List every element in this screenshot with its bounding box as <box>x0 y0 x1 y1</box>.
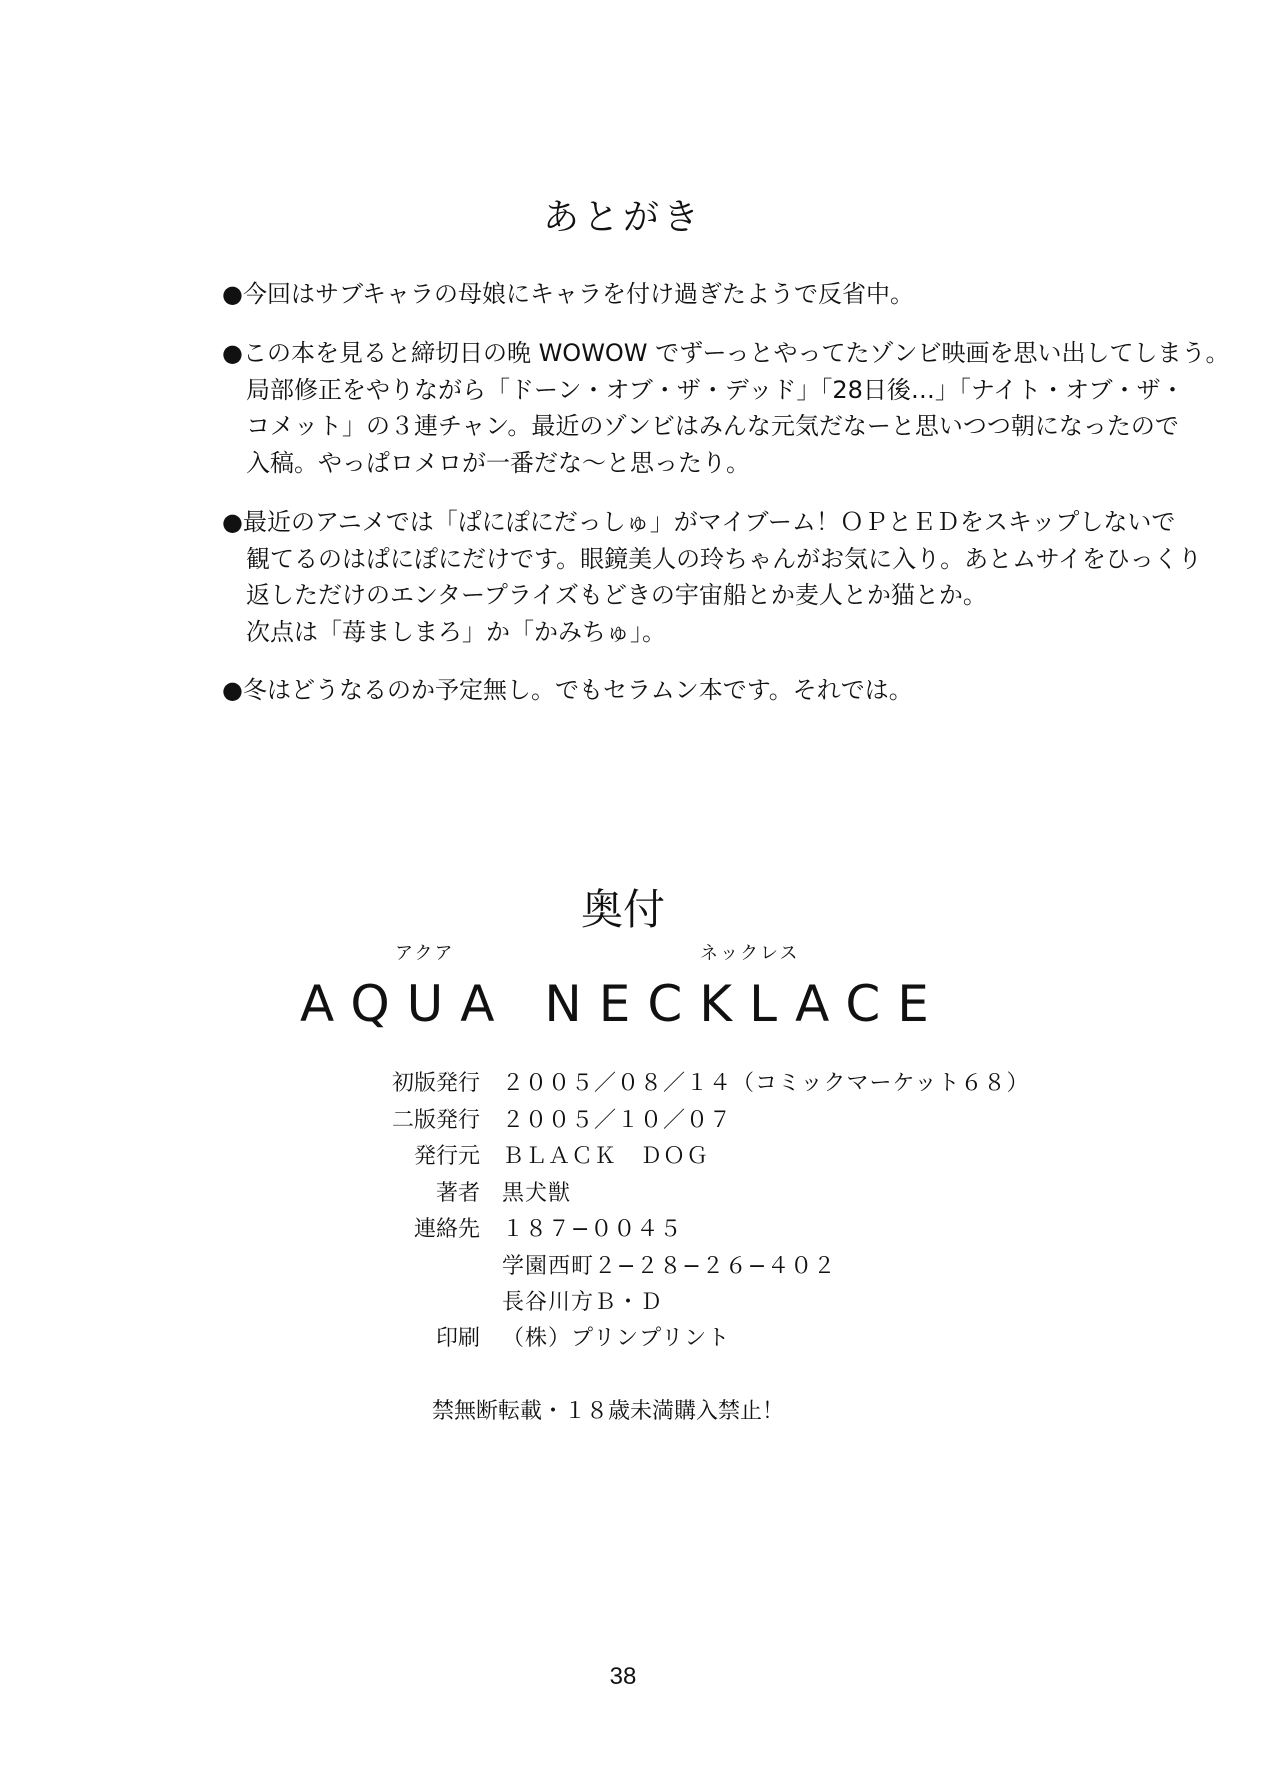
row-value: ＢＬＡＣＫ ＤＯＧ <box>502 1144 710 1169</box>
row-label: 著者 <box>435 1181 480 1206</box>
row-value: １８７−００４５ <box>502 1217 683 1242</box>
ruby-necklace: ネックレス <box>700 943 800 964</box>
colophon-title: 奥付 <box>580 885 665 934</box>
text-line: ●最近のアニメでは「ぱにぽにだっしゅ」がマイブーム！ＯＰとＥＤをスキップしないで <box>222 508 1176 536</box>
text-line: ●冬はどうなるのか予定無し。でもセラムン本です。それでは。 <box>222 676 913 704</box>
colophon-row <box>300 1179 572 1213</box>
text-line: ●この本を見ると締切日の晩 WOWOW でずーっとやってたゾンビ映画を思い出してしまう。 <box>222 339 1230 367</box>
row-value: （株）プリンプリント <box>502 1326 731 1351</box>
row-value: 学園西町２−２８−２６−４０２ <box>502 1254 837 1279</box>
afterword-paragraph <box>222 672 1182 709</box>
row-value: 長谷川方Ｂ・Ｄ <box>502 1290 664 1315</box>
row-value: 黒犬獣 <box>502 1181 572 1206</box>
colophon-row <box>300 1215 683 1249</box>
book-title: AQUA NECKLACE <box>300 975 946 1033</box>
colophon-row <box>300 1252 837 1286</box>
text-line: 返しただけのエンタープライズもどきの宇宙船とか麦人とか猫とか。 <box>246 581 987 609</box>
text-line: 入稿。やっぱロメロが一番だな～と思ったり。 <box>246 448 750 477</box>
row-value: ２００５／０８／１４（コミックマーケット６８） <box>502 1071 1030 1096</box>
reprint-notice: 禁無断転載・１８歳未満購入禁止！ <box>432 1399 785 1424</box>
colophon-row <box>300 1106 733 1140</box>
colophon-row <box>300 1142 710 1176</box>
row-label: 発行元 <box>413 1144 480 1169</box>
colophon-row <box>300 1069 1030 1103</box>
row-label: 初版発行 <box>391 1071 480 1096</box>
ruby-aqua: アクア <box>395 943 455 964</box>
text-line: 観てるのはぱにぽにだけです。眼鏡美人の玲ちゃんがお気に入り。あとムサイをひっくり <box>246 544 1202 573</box>
text-line: コメット」の３連チャン。最近のゾンビはみんな元気だなーと思いつつ朝になったので <box>246 412 1179 440</box>
row-label: 連絡先 <box>413 1217 480 1242</box>
page-number: 38 <box>609 1663 637 1690</box>
text-line: 次点は「苺ましまろ」か「かみちゅ」。 <box>246 617 666 646</box>
afterword-paragraph <box>222 335 1230 481</box>
colophon-row <box>300 1288 664 1322</box>
row-value: ２００５／１０／０７ <box>502 1108 733 1133</box>
afterword-title: あとがき <box>542 197 703 238</box>
text-line: 局部修正をやりながら「ドーン・オブ・ザ・デッド」「28日後…」「ナイト・オブ・ザ・ <box>246 375 1185 404</box>
row-label: 印刷 <box>435 1326 480 1351</box>
afterword-paragraph <box>222 276 1182 313</box>
text-line: ●今回はサブキャラの母娘にキャラを付け過ぎたようで反省中。 <box>222 280 914 308</box>
colophon-row <box>300 1324 731 1358</box>
afterword-paragraph <box>222 504 1202 650</box>
row-label: 二版発行 <box>391 1108 480 1133</box>
